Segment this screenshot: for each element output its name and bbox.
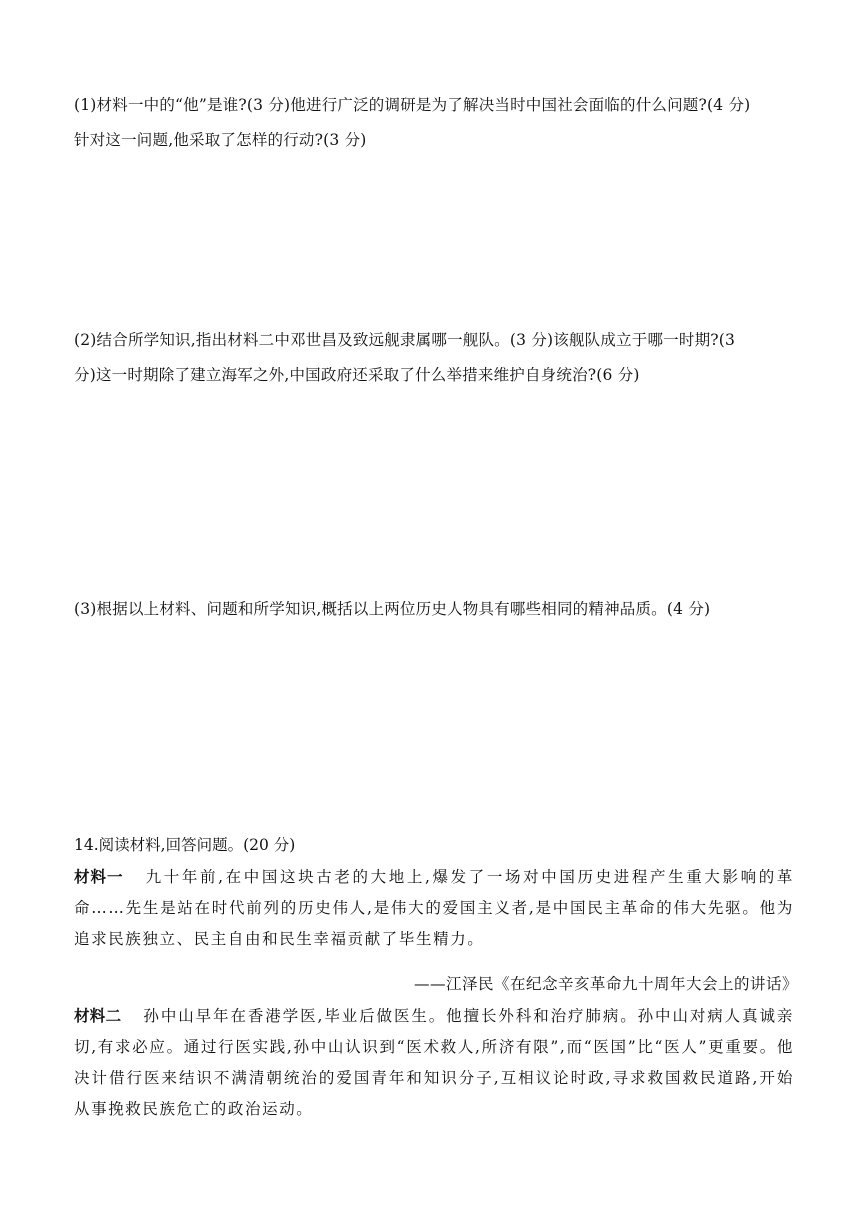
question-14-heading: 14.阅读材料,回答问题。(20 分) <box>74 836 296 854</box>
material-1-text: 九十年前,在中国这块古老的大地上,爆发了一场对中国历史进程产生重大影响的革命……先生是站在时代前列的历史伟人,是伟大的爱国主义者,是中国民主革命的伟大先驱。他为追求民族独立、民主自由和民生幸福贡献了毕生精力。 <box>74 868 794 948</box>
question-1 <box>74 88 794 158</box>
material-2-text: 孙中山早年在香港学医,毕业后做医生。他擅长外科和治疗肺病。孙中山对病人真诚亲切,有求必应。通过行医实践,孙中山认识到“医术救人,所济有限”,而“医国”比“医人”更重要。他决计借行医来结识不满清朝统治的爱国青年和知识分子,互相议论时政,寻求救国救民道路,开始从事挽救民族危亡的政治运动。 <box>74 1007 794 1118</box>
material-2-label: 材料二 <box>74 1007 122 1025</box>
question-2 <box>74 323 794 393</box>
question-2-line-1: (2)结合所学知识,指出材料二中邓世昌及致远舰隶属哪一舰队。(3 分)该舰队成立于哪一时期?(3 <box>74 331 736 349</box>
question-1-line-2: 针对这一问题,他采取了怎样的行动?(3 分) <box>74 131 367 149</box>
question-2-line-2: 分)这一时期除了建立海军之外,中国政府还采取了什么举措来维护自身统治?(6 分) <box>74 366 640 384</box>
material-1-label: 材料一 <box>74 868 124 886</box>
material-1 <box>74 862 794 955</box>
question-3-line-1: (3)根据以上材料、问题和所学知识,概括以上两位历史人物具有哪些相同的精神品质。(4 分) <box>74 600 711 618</box>
material-2 <box>74 1001 794 1125</box>
question-1-line-1: (1)材料一中的“他”是谁?(3 分)他进行广泛的调研是为了解决当时中国社会面临的什么问题?(4 分) <box>74 96 751 114</box>
question-3 <box>74 592 794 627</box>
material-1-source: ——江泽民《在纪念辛亥革命九十周年大会上的讲话》 <box>413 975 798 993</box>
